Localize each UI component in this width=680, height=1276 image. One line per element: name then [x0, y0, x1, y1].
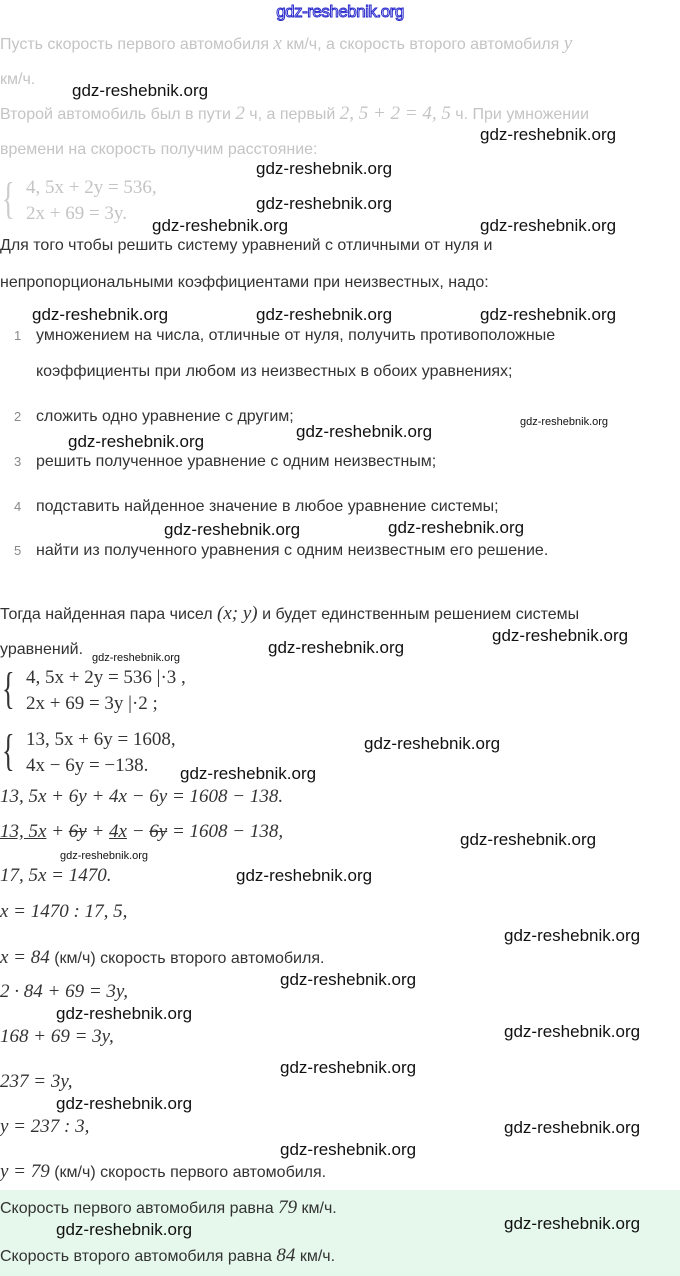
watermark-text: gdz-reshebnik.org — [280, 1058, 417, 1077]
math-expression: 237 = 3y, — [0, 1071, 73, 1092]
text-segment: км/ч, а скорость второго автомобиля — [281, 36, 564, 53]
text-segment: Пусть скорость первого автомобиля — [0, 36, 274, 53]
math-expression: x = 84 — [0, 947, 50, 968]
watermark-text: gdz-reshebnik.org — [296, 422, 433, 441]
system-equation: 4, 5x + 2y = 536, — [26, 177, 157, 198]
step-number: 1 — [14, 328, 22, 343]
watermark-text: gdz-reshebnik.org — [480, 305, 617, 324]
text-segment: решить полученное уравнение с одним неизвестным; — [36, 453, 437, 470]
text-line — [0, 1197, 337, 1220]
text-line — [36, 540, 548, 562]
math-expression: 13, 5x — [0, 821, 47, 842]
watermark-text: gdz-reshebnik.org — [504, 1022, 641, 1041]
math-expression: 2, 5 + 2 = 4, 5 — [339, 103, 451, 124]
text-segment: уравнений. — [0, 641, 84, 658]
watermark-text: gdz-reshebnik.org — [180, 764, 317, 783]
watermark-text: gdz-reshebnik.org — [236, 866, 373, 885]
watermark-text: gdz-reshebnik.org — [504, 1118, 641, 1137]
watermark-text: gdz-reshebnik.org — [60, 849, 149, 862]
watermark-text: gdz-reshebnik.org — [92, 651, 181, 664]
text-line — [0, 1026, 114, 1049]
watermark-text: gdz-reshebnik.org — [164, 520, 301, 539]
step-number: 5 — [14, 543, 22, 558]
math-expression: + — [46, 821, 69, 842]
system-equation: 13, 5x + 6y = 1608, — [26, 729, 176, 750]
math-expression: x = 1470 : 17, 5, — [0, 901, 128, 922]
text-line — [0, 1071, 72, 1094]
text-line — [0, 865, 112, 888]
text-segment: времени на скорость получим расстояние: — [0, 141, 318, 158]
watermark-text: gdz-reshebnik.org — [152, 216, 289, 235]
watermark-text: gdz-reshebnik.org — [268, 638, 405, 657]
watermark-text: gdz-reshebnik.org — [504, 926, 641, 945]
math-expression: 6y — [68, 821, 87, 842]
text-segment: км/ч. — [295, 1248, 336, 1265]
text-segment: Скорость второго автомобиля равна — [0, 1248, 277, 1265]
text-line — [36, 451, 436, 473]
math-expression: x — [273, 33, 282, 54]
watermark-text: gdz-reshebnik.org — [504, 1214, 641, 1233]
system-equation: 4x − 6y = −138. — [26, 755, 149, 776]
text-line — [0, 1116, 89, 1139]
step-number: 3 — [14, 454, 22, 469]
text-line — [0, 821, 283, 844]
brace-icon: { — [2, 726, 15, 775]
text-line — [0, 603, 579, 626]
brace-icon: { — [2, 174, 15, 223]
text-line — [36, 496, 499, 518]
text-segment: умножением на числа, отличные от нуля, получить противоположные — [36, 327, 556, 344]
math-expression: 13, 5x + 6y + 4x − 6y = 1608 − 138. — [0, 786, 284, 807]
text-line — [36, 406, 294, 428]
math-expression: 168 + 69 = 3y, — [0, 1026, 114, 1047]
text-segment: (км/ч) скорость второго автомобиля. — [49, 950, 325, 967]
watermark-text: gdz-reshebnik.org — [480, 125, 617, 144]
text-line — [0, 1161, 326, 1184]
math-expression: 6y — [149, 821, 168, 842]
watermark-text: gdz-reshebnik.org — [32, 305, 169, 324]
brace-icon: { — [2, 664, 15, 713]
system-equation: 2x + 69 = 3y |·2 ; — [26, 693, 158, 714]
math-expression: + — [86, 821, 110, 842]
text-line — [0, 901, 127, 924]
watermark-text: gdz-reshebnik.org — [492, 626, 629, 645]
text-line — [0, 639, 83, 661]
text-line — [36, 361, 512, 383]
text-segment: ч. При умножении — [450, 106, 589, 123]
watermark-text: gdz-reshebnik.org — [56, 1220, 193, 1239]
site-header-logo[interactable]: gdz-reshebnik.org — [276, 2, 404, 21]
math-expression: 84 — [276, 1245, 296, 1266]
watermark-text: gdz-reshebnik.org — [56, 1094, 193, 1113]
math-expression: = 1608 − 138, — [167, 821, 284, 842]
math-expression: 2 — [235, 103, 245, 124]
math-expression: (x; y) — [217, 603, 258, 624]
text-segment: непропорциональными коэффициентами при неизвестных, надо: — [0, 274, 489, 291]
system-equation: 4, 5x + 2y = 536 |·3 , — [26, 667, 186, 688]
text-line — [0, 139, 317, 161]
text-segment: коэффициенты при любом из неизвестных в обоих уравнениях; — [36, 363, 513, 380]
text-segment: км/ч. — [0, 71, 36, 88]
text-segment: найти из полученного уравнения с одним неизвестным его решение. — [36, 542, 549, 559]
watermark-text: gdz-reshebnik.org — [68, 432, 205, 451]
text-line — [0, 33, 572, 56]
watermark-text: gdz-reshebnik.org — [256, 159, 393, 178]
text-line — [0, 1245, 335, 1268]
text-segment: Скорость первого автомобиля равна — [0, 1200, 279, 1217]
text-segment: Тогда найденная пара чисел — [0, 606, 218, 623]
watermark-text: gdz-reshebnik.org — [56, 1004, 193, 1023]
watermark-text: gdz-reshebnik.org — [280, 970, 417, 989]
step-number: 4 — [14, 499, 22, 514]
text-line — [0, 103, 589, 126]
text-segment: Второй автомобиль был в пути — [0, 106, 236, 123]
text-segment: и будет единственным решением системы — [257, 606, 580, 623]
text-line — [0, 947, 324, 970]
text-line — [36, 325, 555, 347]
watermark-text: gdz-reshebnik.org — [460, 830, 597, 849]
text-segment: ч, а первый — [244, 106, 340, 123]
text-line — [0, 981, 128, 1004]
math-expression: y = 79 — [0, 1161, 50, 1182]
watermark-text: gdz-reshebnik.org — [480, 216, 617, 235]
text-segment: сложить одно уравнение с другим; — [36, 408, 294, 425]
watermark-text: gdz-reshebnik.org — [256, 305, 393, 324]
text-line — [0, 786, 283, 809]
text-line — [0, 69, 35, 91]
text-segment: Для того чтобы решить систему уравнений с отличными от нуля и — [0, 237, 493, 254]
text-segment: км/ч. — [297, 1200, 337, 1217]
watermark-text: gdz-reshebnik.org — [72, 81, 209, 100]
text-segment: подставить найденное значение в любое уравнение системы; — [36, 498, 499, 515]
watermark-text: gdz-reshebnik.org — [280, 1140, 417, 1159]
text-line — [0, 272, 489, 294]
math-expression: 79 — [278, 1197, 298, 1218]
text-line — [0, 235, 492, 257]
math-expression: 17, 5x = 1470. — [0, 865, 112, 886]
step-number: 2 — [14, 409, 22, 424]
watermark-text: gdz-reshebnik.org — [256, 194, 393, 213]
math-expression: 4x — [109, 821, 127, 842]
math-expression: 2 · 84 + 69 = 3y, — [0, 981, 129, 1002]
watermark-text: gdz-reshebnik.org — [388, 518, 525, 537]
math-expression: − — [126, 821, 150, 842]
watermark-text: gdz-reshebnik.org — [520, 415, 609, 428]
watermark-text: gdz-reshebnik.org — [364, 734, 501, 753]
math-expression: y — [563, 33, 573, 54]
system-equation: 2x + 69 = 3y. — [26, 203, 127, 224]
math-expression: y = 237 : 3, — [0, 1116, 90, 1137]
text-segment: (км/ч) скорость первого автомобиля. — [49, 1164, 327, 1181]
